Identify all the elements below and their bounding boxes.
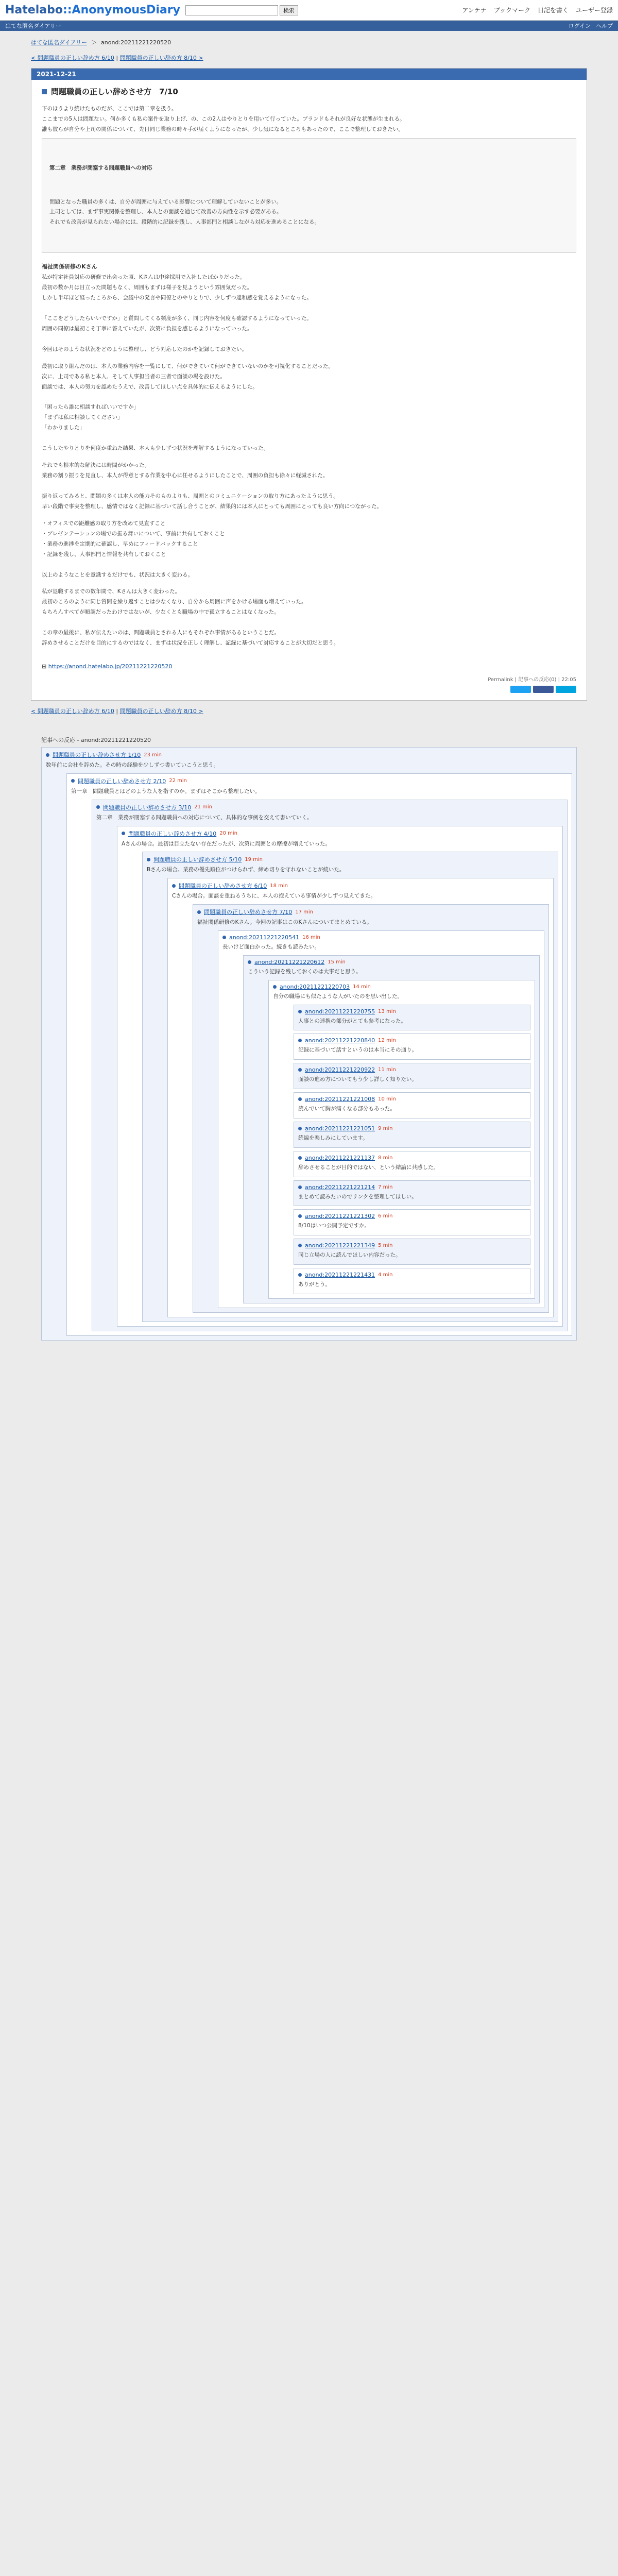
entry <box>31 80 587 700</box>
tree-node-link[interactable]: 問題職員の正しい辞めさせ方 4/10 <box>128 830 217 837</box>
entry-intro: 下のほうより続けたものだが、ここでは第二章を扱う。 ここまでの5人は問題ない。何か多くも私の案件を取り上げ、の、この2人はやりとりを用いて行っていた。ブランドもそれが良好な状態が生まれる。 誰も彼らが自分や上司の関係について、先日同じ業務の時々手が届くようになったが、少し気になるところもあったので、ここで整理しておきたい。 <box>42 106 405 132</box>
reply-body: まとめて読みたいのでリンクを整理してほしい。 <box>298 1193 417 1200</box>
bullet-icon <box>96 805 100 809</box>
reply-time: 9 min <box>378 1125 393 1131</box>
reply-body: 読んでいて胸が痛くなる部分もあった。 <box>298 1106 396 1112</box>
section-heading: 福祉関係研修のKさん <box>42 263 97 270</box>
bullet-icon <box>122 832 125 835</box>
reply-time: 14 min <box>353 984 371 990</box>
tree-node-time: 21 min <box>194 804 212 810</box>
login-link[interactable]: ログイン <box>568 23 591 29</box>
reply-body: 記録に基づいて話すというのは本当にその通り。 <box>298 1047 417 1054</box>
reply-body: 自分の職場にも似たような人がいたのを思い出した。 <box>273 993 403 999</box>
entry-body-3: それでも根本的な解決には時間がかかった。 業務の割り振りを見直し、本人が得意とする作業を中心に任せるようにしたことで、周囲の負担も徐々に軽減された。 振り返ってみると、問題の多くは本人の能力そのものよりも、周囲とのコミュニケーションの取り方にあったように思う。 早い段階で事実を整理し、感情ではなく記録に基づいて話し合うことが、結果的には本人にとっても周囲にとっても良い方向につながった。 <box>42 462 382 510</box>
reply-node <box>294 1180 530 1207</box>
quote-heading: 第二章 業務が閉塞する問題職員への対応 <box>49 164 152 171</box>
bullet-icon <box>298 1010 302 1013</box>
antenna-link[interactable]: アンテナ <box>462 7 487 14</box>
prev-article-link-bottom[interactable]: < 問題職員の正しい辞め方 6/10 <box>31 708 114 715</box>
reply-time: 7 min <box>378 1184 393 1190</box>
tree-node-body: 第一章 問題職員とはどのような人を指すのか。まずはそこから整理したい。 <box>71 788 261 794</box>
entry-quote <box>42 138 576 253</box>
entry-body-4: ・オフィスでの距離感の取り方を改めて見直すこと ・プレゼンテーションの場での振る舞いについて、事前に共有しておくこと ・業務の進捗を定期的に確認し、早めにフィードバックすること ・記録を残し、人事部門と情報を共有しておくこと 以上のようなことを意識するだけでも、状況は大きく変わる。 <box>42 520 225 578</box>
reply-children <box>268 980 535 1299</box>
tree-node-body: Bさんの場合。業務の優先順位がつけられず、締め切りを守れないことが続いた。 <box>147 867 345 873</box>
reply-link[interactable]: anond:20211221221051 <box>305 1125 375 1132</box>
tree-node-link[interactable]: 問題職員の正しい辞めさせ方 5/10 <box>153 856 242 863</box>
nav-separator-bottom: | <box>116 708 118 715</box>
reply-link[interactable]: anond:20211221221137 <box>305 1154 375 1161</box>
reply-children <box>243 955 540 1303</box>
site-logo[interactable] <box>5 4 180 16</box>
tree-node-l2 <box>92 800 568 1331</box>
bullet-icon <box>298 1214 302 1218</box>
reply-body: 続編を楽しみにしています。 <box>298 1134 368 1141</box>
reply-node <box>294 1092 530 1118</box>
reply-node <box>268 980 535 1299</box>
bullet-icon <box>298 1039 302 1042</box>
help-link[interactable]: ヘルプ <box>596 23 613 29</box>
reply-time: 8 min <box>378 1155 393 1161</box>
share-buttons <box>42 686 576 693</box>
bullet-icon <box>172 884 176 888</box>
bullet-icon <box>298 1097 302 1101</box>
reply-time: 12 min <box>378 1038 396 1044</box>
reply-node <box>294 1151 530 1177</box>
article-date: 2021-12-21 <box>31 69 587 80</box>
tree-node-l3 <box>117 826 563 1327</box>
next-article-link-bottom[interactable]: 問題職員の正しい辞め方 8/10 > <box>119 708 203 715</box>
tree-node-link[interactable]: 問題職員の正しい辞めさせ方 6/10 <box>179 883 267 890</box>
reply-link[interactable]: anond:20211221221349 <box>305 1242 375 1249</box>
reply-body: 辞めさせることが目的ではない、という結論に共感した。 <box>298 1164 439 1171</box>
tree-node-l4 <box>142 852 558 1322</box>
bullet-icon <box>298 1068 302 1072</box>
prev-article-link[interactable]: < 問題職員の正しい辞め方 6/10 <box>31 55 114 61</box>
reply-link[interactable]: anond:20211221221302 <box>305 1213 375 1220</box>
reply-node <box>218 930 544 1308</box>
entry-url-link[interactable]: https://anond.hatelabo.jp/20211221220520 <box>48 663 173 670</box>
reply-time: 13 min <box>378 1008 396 1014</box>
tree-node-time: 23 min <box>144 752 162 758</box>
reply-body: 人事との連携の部分がとても参考になった。 <box>298 1018 406 1024</box>
bookmark-link[interactable]: ブックマーク <box>493 7 530 14</box>
tree-node-link[interactable]: 問題職員の正しい辞めさせ方 2/10 <box>78 777 166 785</box>
search-button[interactable]: 検索 <box>280 5 298 15</box>
tree-node-time: 20 min <box>219 831 237 837</box>
logo-sub: ::AnonymousDiary <box>62 4 180 16</box>
reply-node <box>294 1122 530 1148</box>
bullet-icon <box>248 960 251 964</box>
tree-node-link[interactable]: 問題職員の正しい辞めさせ方 3/10 <box>103 804 192 811</box>
reply-body: 長いけど面白かった。続きも読みたい。 <box>222 943 320 950</box>
tree-node-time: 19 min <box>245 856 263 862</box>
reply-link[interactable]: anond:20211221220755 <box>305 1008 375 1015</box>
search-box <box>185 5 298 15</box>
write-diary-link[interactable]: 日記を書く <box>537 7 569 14</box>
reply-time: 6 min <box>378 1213 393 1219</box>
bullet-icon <box>298 1185 302 1189</box>
reply-node <box>294 1063 530 1089</box>
reply-node <box>294 1033 530 1060</box>
title-square-icon <box>42 89 47 94</box>
anonymous-diary-home-link[interactable]: はてな匿名ダイアリー <box>5 23 62 29</box>
quote-body: 問題となった職員の多くは、自分が周囲に与えている影響について理解していないことが多い。 上司としては、まず事実関係を整理し、本人との面談を通じて改善の方向性を示す必要がある。 それでも改善が見られない場合には、段階的に記録を残し、人事部門と相談しながら対応を進めることになる。 <box>49 198 320 226</box>
reply-time: 11 min <box>378 1067 396 1073</box>
reply-link[interactable]: anond:20211221221214 <box>305 1183 375 1191</box>
next-article-link[interactable]: 問題職員の正しい辞め方 8/10 > <box>119 55 203 61</box>
article-nav-top <box>31 54 587 62</box>
breadcrumb-separator: ＞ <box>91 39 97 46</box>
tweet-button[interactable] <box>510 686 531 693</box>
reply-node <box>294 1005 530 1031</box>
reply-link[interactable]: anond:20211221220703 <box>280 983 350 990</box>
main-wrapper <box>31 54 587 715</box>
tree-node-body: 福祉関係研修のKさん。今回の記事はこのKさんについてまとめている。 <box>197 919 372 926</box>
reply-list <box>218 930 544 1308</box>
reply-link[interactable]: anond:20211221220922 <box>305 1066 375 1074</box>
top-links <box>462 6 613 14</box>
tree-node-l5 <box>167 878 554 1317</box>
bullet-icon <box>222 936 226 939</box>
entry-body-5: 私が退職するまでの数年間で、Kさんは大きく変わった。 最初のころのように同じ質問を繰り返すことは少なくなり、自分から周囲に声をかける場面も増えていった。 もちろんすべてが順調だったわけではないが、少なくとも職場の中で孤立することはなくなった。 この章の最後に、私が伝えたいのは、問題職員とされる人にもそれぞれ事情があるということだ。 辞めさせることだけを目的にするのではなく、まずは状況を正しく理解し、記録に基づいて対応することが大切だと思う。 <box>42 588 339 647</box>
reply-node <box>294 1209 530 1235</box>
tree-node-l6 <box>193 904 549 1313</box>
tree-node-l1 <box>66 773 572 1336</box>
reply-link[interactable]: anond:20211221221431 <box>305 1272 375 1279</box>
reaction-tree <box>41 747 577 1341</box>
tree-node-body: Aさんの場合。最初は目立たない存在だったが、次第に周囲との摩擦が増えていった。 <box>122 840 331 847</box>
reply-body: こういう記録を残しておくのは大事だと思う。 <box>248 968 362 975</box>
bullet-icon <box>298 1273 302 1277</box>
reply-node <box>294 1268 530 1294</box>
search-input[interactable] <box>185 5 278 15</box>
nav-separator: | <box>116 55 118 61</box>
reply-body: 同じ立場の人に読んでほしい内容だった。 <box>298 1252 401 1259</box>
breadcrumb-current: anond:20211221220520 <box>101 39 171 46</box>
facebook-share-button[interactable] <box>533 686 554 693</box>
reply-node <box>243 955 540 1303</box>
bullet-icon <box>71 779 75 783</box>
register-link[interactable]: ユーザー登録 <box>575 7 613 14</box>
bullet-icon <box>298 1127 302 1130</box>
reply-time: 5 min <box>378 1243 393 1249</box>
breadcrumb <box>0 31 618 50</box>
reply-link[interactable]: anond:20211221220612 <box>254 958 325 965</box>
logo-main: Hatelabo <box>5 4 63 16</box>
reply-body: 面談の進め方についてもう少し詳しく知りたい。 <box>298 1076 417 1083</box>
breadcrumb-home[interactable]: はてな匿名ダイアリー <box>31 39 88 46</box>
entry-body-1: 私が特定社員対応の研修で出会った頃、Kさんは中途採用で入社したばかりだった。 最初の数か月は目立った問題もなく、周囲もまずは様子を見ようという雰囲気だった。 しかし半年ほど経ったころから、会議中の発言や同僚とのやりとりで、少しずつ違和感を覚えるようになった。 「ここをどうしたらいいですか」と質問してくる頻度が多く、同じ内容を何度も確認するようになっていった。 周囲の同僚は最初こそ丁寧に答えていたが、次第に負担を感じるようになっていった。 今回はそのような状況をどのように整理し、どう対応したのかを記録しておきたい。 <box>42 274 312 352</box>
entry-footer: Permalink | 記事への反応(0) | 22:05 <box>488 677 576 683</box>
reply-link[interactable]: anond:20211221220541 <box>229 934 300 941</box>
tree-node-body: 第二章 業務が閉塞する問題職員への対応について、具体的な事例を交えて書いていく。 <box>96 814 313 821</box>
entry-body-2: 最初に取り組んだのは、本人の業務内容を一覧にして、何ができていて何ができていないのかを可視化することだった。 次に、上司である私と本人、そして人事担当者の三者で面談の場を設けた。 面談では、本人の努力を認めたうえで、改善してほしい点を具体的に伝えるようにした。 「困ったら誰に相談すればいいですか」 「まずは私に相談してください」 「わかりました」 こうしたやりとりを何度か重ねた結果、本人も少しずつ状況を理解するようになっていった。 <box>42 363 334 452</box>
top-bar <box>0 0 618 21</box>
entry-title <box>42 86 576 97</box>
tree-node-link[interactable]: 問題職員の正しい辞めさせ方 7/10 <box>204 909 293 916</box>
link-icon: ⊞ <box>42 663 48 670</box>
article <box>31 68 587 701</box>
reply-time: 15 min <box>328 959 346 965</box>
entry-url <box>42 663 576 670</box>
bullet-icon <box>298 1244 302 1247</box>
bullet-icon <box>147 858 150 861</box>
tree-node-time: 17 min <box>295 909 313 915</box>
tree-node-root <box>41 747 577 1341</box>
hatena-bookmark-button[interactable] <box>556 686 576 693</box>
article-nav-bottom <box>31 707 587 715</box>
reply-body: 8/10はいつ公開予定ですか。 <box>298 1223 370 1229</box>
reply-link[interactable]: anond:20211221220840 <box>305 1037 375 1044</box>
tree-node-time: 18 min <box>270 883 288 889</box>
reply-body: ありがとう。 <box>298 1281 331 1288</box>
bullet-icon <box>298 1156 302 1160</box>
bullet-icon <box>273 985 277 989</box>
reply-time: 10 min <box>378 1096 396 1103</box>
entry-title-link[interactable]: 問題職員の正しい辞めさせ方 7/10 <box>51 87 178 96</box>
bullet-icon <box>197 910 201 914</box>
tree-node-body: 数年前に会社を辞めた。その時の経験を少しずつ書いていこうと思う。 <box>46 762 219 769</box>
sub-bar <box>0 21 618 31</box>
reply-children <box>294 1005 530 1294</box>
tree-node-time: 22 min <box>169 778 187 784</box>
reaction-tree-title: 記事への反応 - anond:20211221220520 <box>41 737 151 744</box>
reply-link[interactable]: anond:20211221221008 <box>305 1096 375 1103</box>
tree-node-link[interactable]: 問題職員の正しい辞めさせ方 1/10 <box>53 752 141 759</box>
reply-time: 4 min <box>378 1272 393 1278</box>
bullet-icon <box>46 753 49 757</box>
tree-node-body: Cさんの場合。面談を重ねるうちに、本人の抱えている事情が少しずつ見えてきた。 <box>172 893 376 900</box>
reply-time: 16 min <box>302 934 320 940</box>
reply-node <box>294 1239 530 1265</box>
